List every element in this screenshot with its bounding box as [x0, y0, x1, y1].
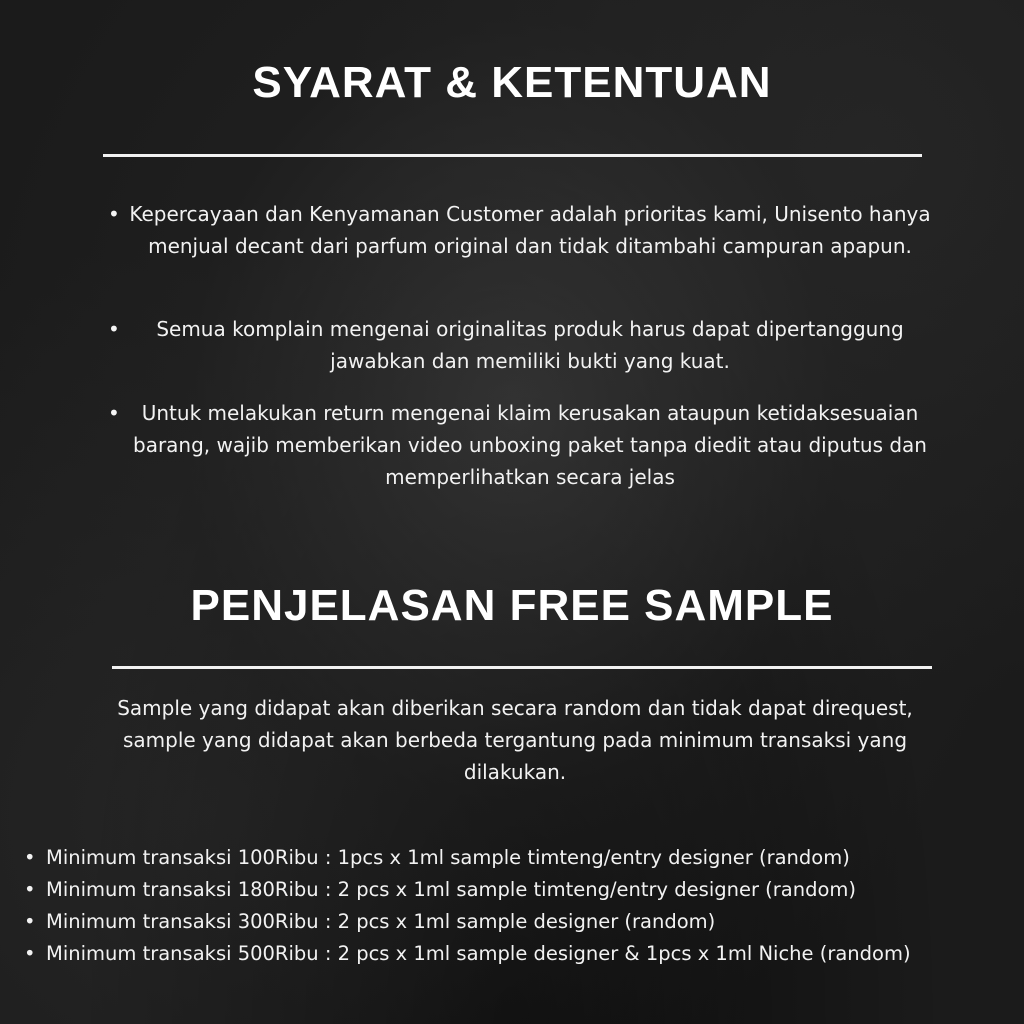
bullet-icon: •	[24, 942, 36, 965]
sample-tier-text: Minimum transaksi 180Ribu : 2 pcs x 1ml sample timteng/entry designer (random)	[46, 878, 857, 901]
sample-tier-text: Minimum transaksi 100Ribu : 1pcs x 1ml sample timteng/entry designer (random)	[46, 846, 850, 869]
term-text: Kepercayaan dan Kenyamanan Customer adalah prioritas kami, Unisento hanya menjual decant dari parfum original dan tidak ditambahi campuran apapun.	[129, 202, 931, 258]
term-text: Untuk melakukan return mengenai klaim kerusakan ataupun ketidaksesuaian barang, wajib memberikan video unboxing paket tanpa diedit atau diputus dan memperlihatkan secara jelas	[133, 401, 927, 489]
bullet-icon: •	[108, 317, 120, 341]
free-sample-description: Sample yang didapat akan diberikan secara random dan tidak dapat direquest, sample yang didapat akan berbeda tergantung pada minimum transaksi yang dilakukan.	[117, 696, 913, 784]
term-text: Semua komplain mengenai originalitas produk harus dapat dipertanggung jawabkan dan memiliki bukti yang kuat.	[156, 317, 904, 373]
syarat-ketentuan-title: SYARAT & KETENTUAN	[252, 58, 772, 107]
syarat-divider	[103, 154, 922, 157]
bullet-icon: •	[24, 878, 36, 901]
sample-tier-text: Minimum transaksi 300Ribu : 2 pcs x 1ml sample designer (random)	[46, 910, 716, 933]
bullet-icon: •	[24, 910, 36, 933]
sample-tier-item	[24, 874, 1024, 906]
bullet-icon: •	[108, 202, 120, 226]
bullet-icon: •	[24, 846, 36, 869]
free-sample-title: PENJELASAN FREE SAMPLE	[190, 581, 834, 630]
sample-tier-list	[24, 842, 1024, 970]
free-sample-divider	[112, 666, 932, 669]
sample-tier-text: Minimum transaksi 500Ribu : 2 pcs x 1ml sample designer & 1pcs x 1ml Niche (random)	[46, 942, 911, 965]
sample-tier-item	[24, 842, 1024, 874]
bullet-icon: •	[108, 401, 120, 425]
sample-tier-item	[24, 938, 1024, 970]
sample-tier-item	[24, 906, 1024, 938]
